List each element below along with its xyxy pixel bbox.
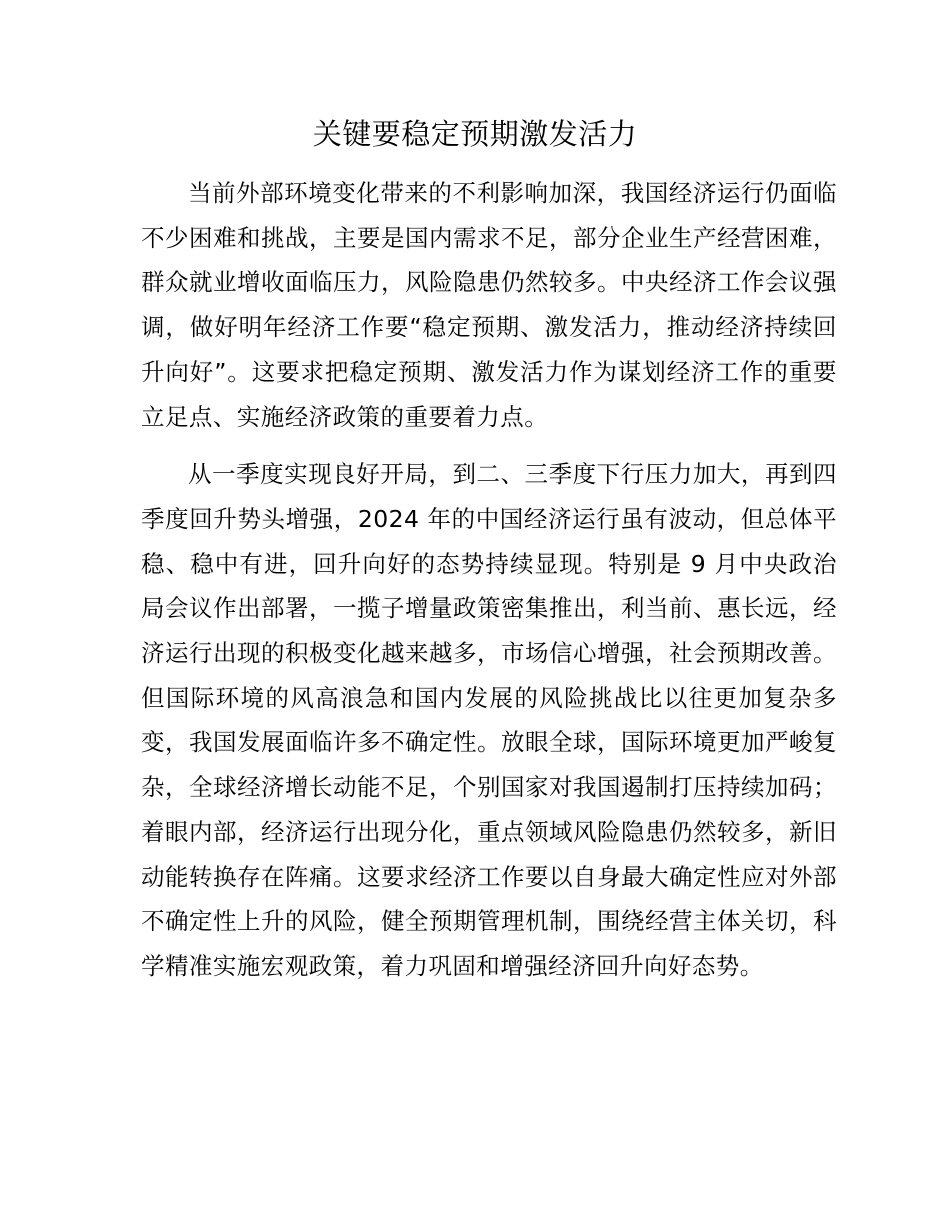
document-body: [141, 171, 837, 989]
body-paragraph-1: 当前外部环境变化带来的不利影响加深，我国经济运行仍面临不少困难和挑战，主要是国内需求不足，部分企业生产经营困难，群众就业增收面临压力，风险隐患仍然较多。中央经济工作会议强调，做好明年经济工作要“稳定预期、激发活力，推动经济持续回升向好”。这要求把稳定预期、激发活力作为谋划经济工作的重要立足点、实施经济政策的重要着力点。: [141, 179, 837, 431]
body-paragraph-2: 从一季度实现良好开局，到二、三季度下行压力加大，再到四季度回升势头增强，2024 年的中国经济运行虽有波动，但总体平稳、稳中有进，回升向好的态势持续显现。特别是 9 月中央政治局会议作出部署，一揽子增量政策密集推出，利当前、惠长远，经济运行出现的积极变化越来越多，市场信心增强，社会预期改善。但国际环境的风高浪急和国内发展的风险挑战比以往更加复杂多变，我国发展面临许多不确定性。放眼全球，国际环境更加严峻复杂，全球经济增长动能不足，个别国家对我国遏制打压持续加码；着眼内部，经济运行出现分化，重点领域风险隐患仍然较多，新旧动能转换存在阵痛。这要求经济工作要以自身最大确定性应对外部不确定性上升的风险，健全预期管理机制，围绕经营主体关切，科学精准实施宏观政策，着力巩固和增强经济回升向好态势。: [141, 460, 837, 980]
document-title: 关键要稳定预期激发活力: [312, 117, 638, 151]
